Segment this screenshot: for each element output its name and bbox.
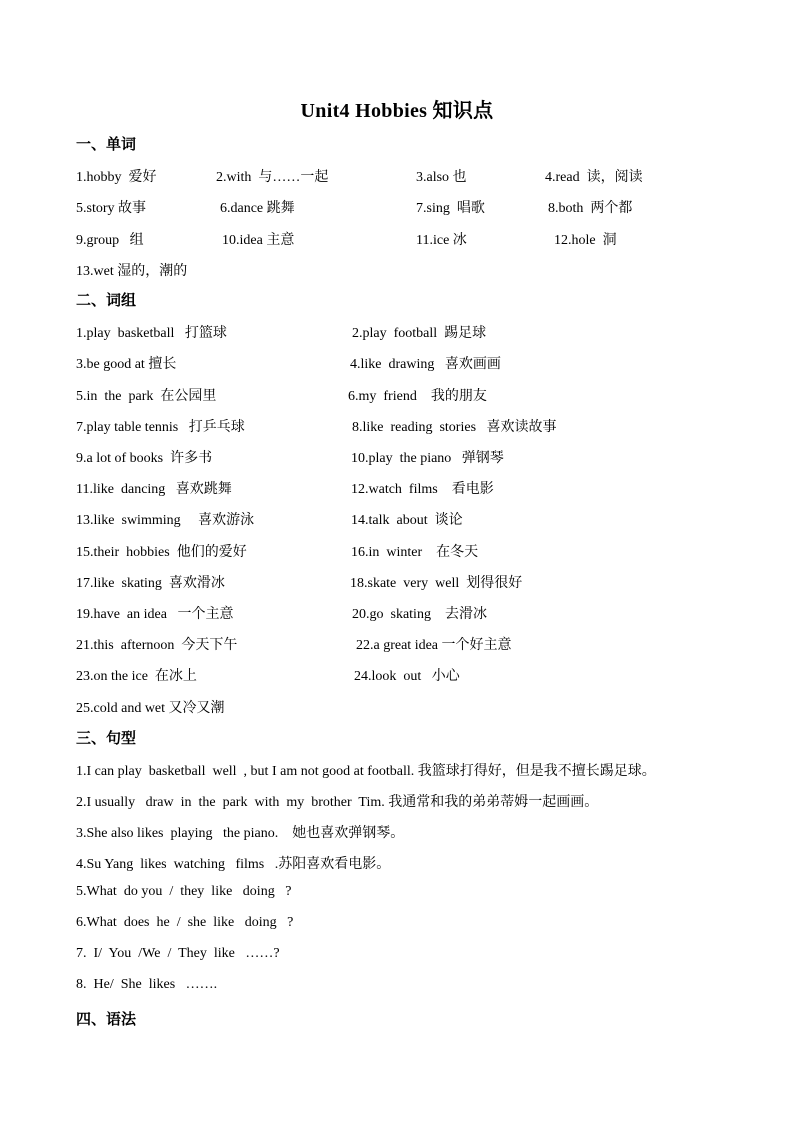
sentence-item: 7. I/ You /We / They like ……? bbox=[76, 946, 280, 961]
phrase-item: 3.be good at 擅长 bbox=[76, 357, 177, 372]
word-item: 3.also 也 bbox=[416, 170, 467, 185]
sentence-item: 6.What does he / she like doing ? bbox=[76, 915, 294, 930]
sentence-item: 5.What do you / they like doing ? bbox=[76, 884, 292, 899]
sentence-item: 3.She also likes playing the piano. 她也喜欢弹钢琴。 bbox=[76, 826, 405, 841]
phrase-item: 5.in the park 在公园里 bbox=[76, 389, 217, 404]
section-heading-words: 一、单词 bbox=[76, 137, 137, 153]
word-item: 11.ice 冰 bbox=[416, 233, 467, 248]
section-heading-grammar: 四、语法 bbox=[76, 1012, 137, 1028]
word-item: 7.sing 唱歌 bbox=[416, 201, 485, 216]
phrase-item: 13.like swimming 喜欢游泳 bbox=[76, 513, 255, 528]
section-heading-phrases: 二、词组 bbox=[76, 293, 137, 309]
phrase-item: 22.a great idea 一个好主意 bbox=[356, 638, 512, 653]
phrase-item: 23.on the ice 在冰上 bbox=[76, 669, 197, 684]
word-item: 9.group 组 bbox=[76, 233, 144, 248]
phrase-item: 19.have an idea 一个主意 bbox=[76, 607, 234, 622]
word-item: 6.dance 跳舞 bbox=[220, 201, 295, 216]
section-heading-sentences: 三、句型 bbox=[76, 731, 137, 747]
page-title: Unit4 Hobbies 知识点 bbox=[300, 100, 494, 122]
phrase-item: 20.go skating 去滑冰 bbox=[352, 607, 487, 622]
word-item: 8.both 两个都 bbox=[548, 201, 633, 216]
phrase-item: 15.their hobbies 他们的爱好 bbox=[76, 545, 247, 560]
phrase-item: 16.in winter 在冬天 bbox=[351, 545, 479, 560]
phrase-item: 14.talk about 谈论 bbox=[351, 513, 463, 528]
phrase-item: 25.cold and wet 又冷又潮 bbox=[76, 701, 225, 716]
word-item: 12.hole 洞 bbox=[554, 233, 617, 248]
phrase-item: 18.skate very well 划得很好 bbox=[350, 576, 523, 591]
phrase-item: 6.my friend 我的朋友 bbox=[348, 389, 487, 404]
word-item: 13.wet 湿的，潮的 bbox=[76, 264, 188, 279]
sentence-item: 2.I usually draw in the park with my brother Tim. 我通常和我的弟弟蒂姆一起画画。 bbox=[76, 795, 599, 810]
phrase-item: 24.look out 小心 bbox=[354, 669, 460, 684]
phrase-item: 8.like reading stories 喜欢读故事 bbox=[352, 420, 557, 435]
sentence-item: 1.I can play basketball well , but I am not good at football. 我篮球打得好，但是我不擅长踢足球。 bbox=[76, 764, 656, 779]
sentence-item: 4.Su Yang likes watching films .苏阳喜欢看电影。 bbox=[76, 857, 391, 872]
phrase-item: 2.play football 踢足球 bbox=[352, 326, 487, 341]
phrase-item: 17.like skating 喜欢滑冰 bbox=[76, 576, 225, 591]
phrase-item: 4.like drawing 喜欢画画 bbox=[350, 357, 501, 372]
word-item: 1.hobby 爱好 bbox=[76, 170, 157, 185]
phrase-item: 21.this afternoon 今天下午 bbox=[76, 638, 238, 653]
phrase-item: 1.play basketball 打篮球 bbox=[76, 326, 227, 341]
phrase-item: 7.play table tennis 打乒乓球 bbox=[76, 420, 245, 435]
word-item: 5.story 故事 bbox=[76, 201, 146, 216]
phrase-item: 11.like dancing 喜欢跳舞 bbox=[76, 482, 232, 497]
phrase-item: 9.a lot of books 许多书 bbox=[76, 451, 213, 466]
word-item: 4.read 读，阅读 bbox=[545, 170, 643, 185]
phrase-item: 12.watch films 看电影 bbox=[351, 482, 494, 497]
word-item: 10.idea 主意 bbox=[222, 233, 295, 248]
sentence-item: 8. He/ She likes ……. bbox=[76, 977, 218, 992]
word-item: 2.with 与……一起 bbox=[216, 170, 329, 185]
phrase-item: 10.play the piano 弹钢琴 bbox=[351, 451, 504, 466]
